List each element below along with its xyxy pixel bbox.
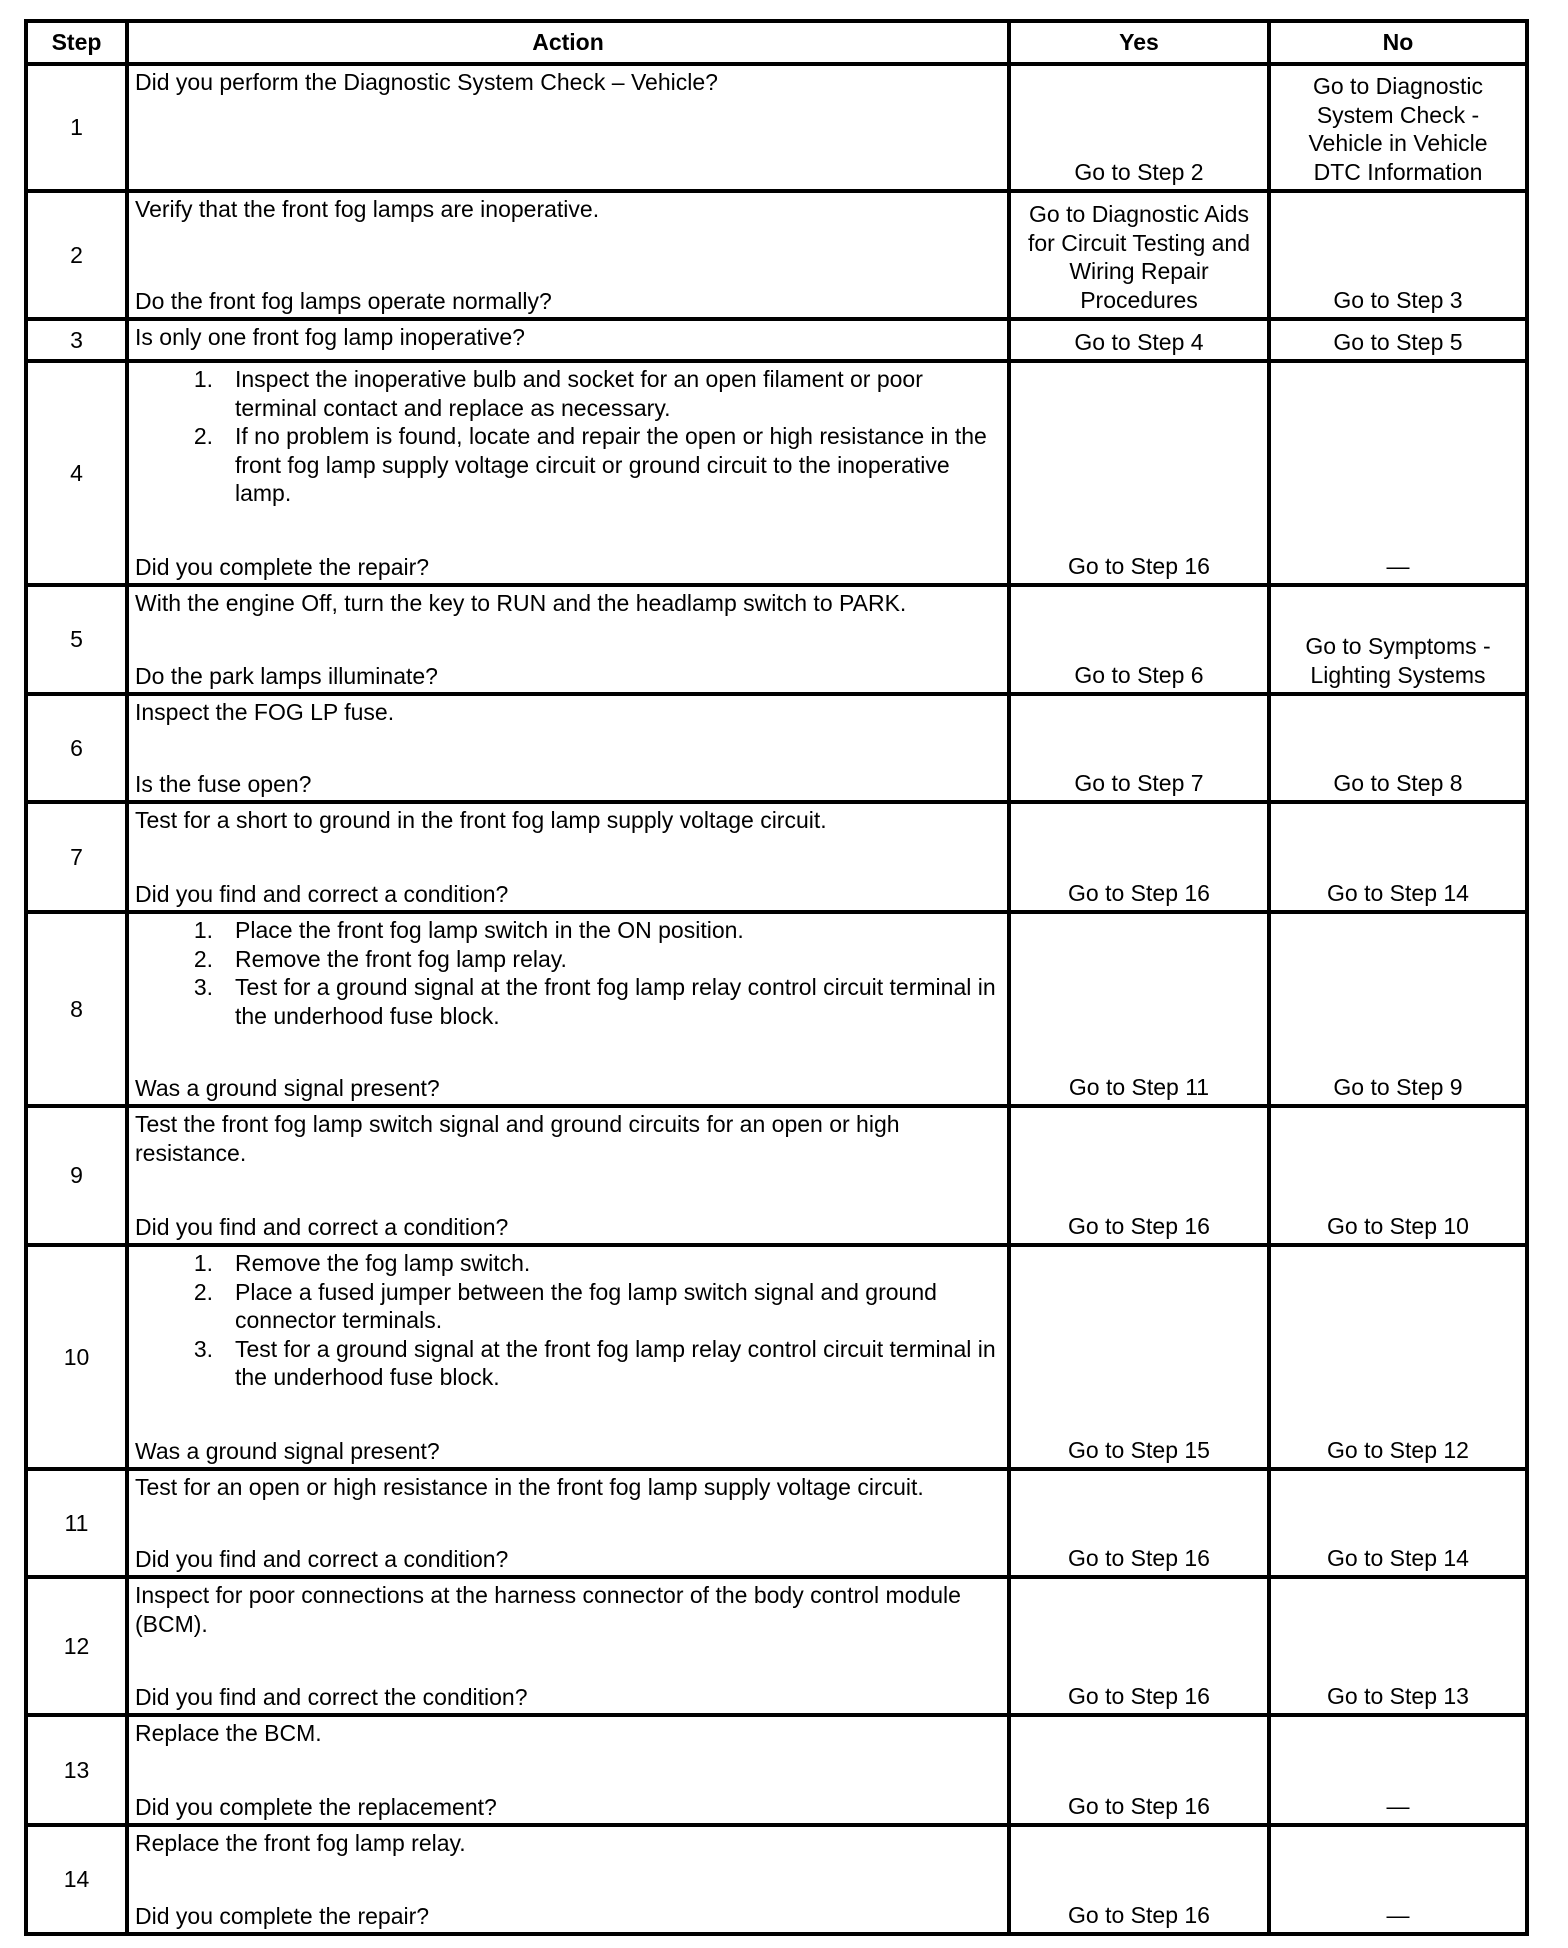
table-row <box>26 191 1527 319</box>
yes-result-text: Go to Step 15 <box>1068 1436 1210 1463</box>
action-text: Inspect the FOG LP fuse. <box>135 699 395 725</box>
no-result-text: Go to Step 12 <box>1327 1436 1469 1463</box>
table-row <box>26 361 1527 585</box>
header-yes: Yes <box>1009 21 1269 64</box>
action-cell <box>127 585 1009 694</box>
procedure-item-number: 2. <box>193 945 213 972</box>
procedure-item <box>135 1335 1001 1392</box>
step-number: 5 <box>26 585 127 694</box>
no-result-text: Go to Step 14 <box>1327 879 1469 906</box>
no-result-text: — <box>1386 1901 1410 1928</box>
step-number: 13 <box>26 1715 127 1825</box>
procedure-item <box>135 1278 1001 1335</box>
no-result-text: Go to Diagnostic System Check - Vehicle in Vehicle DTC Information <box>1308 73 1488 185</box>
action-question: Do the front fog lamps operate normally? <box>135 287 552 314</box>
action-text: Test for a short to ground in the front fog lamp supply voltage circuit. <box>135 807 827 833</box>
procedure-item-text: If no problem is found, locate and repair the open or high resistance in the front fog lamp supply voltage circuit or ground circuit to the inoperative lamp. <box>235 423 987 506</box>
action-question: Did you complete the repair? <box>135 1902 430 1929</box>
procedure-item <box>135 365 1001 422</box>
action-question: Did you find and correct a condition? <box>135 880 509 907</box>
action-text: Inspect for poor connections at the harness connector of the body control module (BCM). <box>135 1582 961 1637</box>
no-result <box>1269 694 1527 802</box>
action-cell <box>127 1715 1009 1825</box>
yes-result <box>1009 1245 1269 1469</box>
action-cell <box>127 694 1009 802</box>
action-cell <box>127 802 1009 912</box>
no-result-text: Go to Symptoms - Lighting Systems <box>1305 633 1491 688</box>
action-text: With the engine Off, turn the key to RUN and the headlamp switch to PARK. <box>135 590 907 616</box>
table-row <box>26 912 1527 1106</box>
yes-result-text: Go to Step 4 <box>1074 328 1204 355</box>
yes-result <box>1009 912 1269 1106</box>
step-number: 11 <box>26 1469 127 1577</box>
action-cell <box>127 191 1009 319</box>
step-number: 6 <box>26 694 127 802</box>
action-text: Replace the BCM. <box>135 1720 322 1746</box>
procedure-item <box>135 973 1001 1030</box>
yes-result <box>1009 319 1269 361</box>
table-row <box>26 319 1527 361</box>
action-cell <box>127 1106 1009 1245</box>
header-step: Step <box>26 21 127 64</box>
action-cell <box>127 1245 1009 1469</box>
action-cell <box>127 64 1009 191</box>
no-result <box>1269 191 1527 319</box>
table-row <box>26 585 1527 694</box>
yes-result <box>1009 1715 1269 1825</box>
procedure-item-text: Inspect the inoperative bulb and socket for an open filament or poor terminal contact and replace as necessary. <box>235 366 923 421</box>
no-result-text: Go to Step 8 <box>1333 769 1463 796</box>
action-question: Do the park lamps illuminate? <box>135 662 438 689</box>
no-result-text: Go to Step 13 <box>1327 1682 1469 1709</box>
yes-result-text: Go to Step 16 <box>1068 1901 1210 1928</box>
yes-result <box>1009 64 1269 191</box>
procedure-item-number: 1. <box>193 366 213 392</box>
step-number: 7 <box>26 802 127 912</box>
yes-result <box>1009 694 1269 802</box>
yes-result <box>1009 802 1269 912</box>
procedure-list <box>135 1249 1001 1392</box>
procedure-item <box>135 945 1001 974</box>
action-text: Verify that the front fog lamps are inoperative. <box>135 196 600 222</box>
procedure-item-number: 3. <box>193 974 213 1000</box>
procedure-item <box>135 422 1001 508</box>
action-cell <box>127 361 1009 585</box>
yes-result-text: Go to Step 7 <box>1074 769 1204 796</box>
action-question: Did you find and correct a condition? <box>135 1213 509 1240</box>
table-row <box>26 1469 1527 1577</box>
no-result <box>1269 802 1527 912</box>
action-cell <box>127 319 1009 361</box>
action-question: Is the fuse open? <box>135 770 312 797</box>
yes-result <box>1009 1106 1269 1245</box>
table-row <box>26 64 1527 191</box>
no-result <box>1269 1715 1527 1825</box>
header-row <box>26 21 1527 64</box>
step-number: 4 <box>26 361 127 585</box>
yes-result <box>1009 1577 1269 1715</box>
procedure-item-number: 1. <box>193 1250 213 1276</box>
procedure-item-number: 1. <box>193 917 213 943</box>
action-text: Did you perform the Diagnostic System Check – Vehicle? <box>135 69 718 95</box>
procedure-item-text: Place a fused jumper between the fog lamp switch signal and ground connector terminals. <box>235 1278 937 1333</box>
diagnostic-table <box>24 19 1529 1936</box>
step-number: 1 <box>26 64 127 191</box>
procedure-item-text: Remove the fog lamp switch. <box>235 1250 531 1276</box>
yes-result-text: Go to Step 16 <box>1068 1792 1210 1819</box>
yes-result-text: Go to Step 16 <box>1068 552 1210 579</box>
no-result-text: — <box>1386 552 1410 579</box>
action-text: Test the front fog lamp switch signal and ground circuits for an open or high resistance. <box>135 1111 900 1166</box>
step-number: 2 <box>26 191 127 319</box>
procedure-item-number: 2. <box>193 423 213 449</box>
table-row <box>26 1715 1527 1825</box>
procedure-item <box>135 1249 1001 1278</box>
no-result-text: — <box>1386 1792 1410 1819</box>
action-question: Did you find and correct a condition? <box>135 1545 509 1572</box>
no-result <box>1269 319 1527 361</box>
no-result <box>1269 1106 1527 1245</box>
action-cell <box>127 912 1009 1106</box>
no-result <box>1269 361 1527 585</box>
no-result <box>1269 912 1527 1106</box>
yes-result <box>1009 191 1269 319</box>
table-row <box>26 1825 1527 1934</box>
yes-result-text: Go to Step 11 <box>1068 1073 1210 1100</box>
no-result-text: Go to Step 9 <box>1333 1073 1463 1100</box>
procedure-item-text: Remove the front fog lamp relay. <box>235 945 567 972</box>
procedure-item-number: 2. <box>193 1278 213 1305</box>
yes-result-text: Go to Step 16 <box>1068 1682 1210 1709</box>
yes-result-text: Go to Step 16 <box>1068 1544 1210 1571</box>
no-result <box>1269 1577 1527 1715</box>
yes-result <box>1009 585 1269 694</box>
no-result <box>1269 585 1527 694</box>
step-number: 9 <box>26 1106 127 1245</box>
no-result-text: Go to Step 5 <box>1333 328 1463 355</box>
no-result <box>1269 1469 1527 1577</box>
step-number: 14 <box>26 1825 127 1934</box>
yes-result-text: Go to Step 6 <box>1074 661 1204 688</box>
step-number: 10 <box>26 1245 127 1469</box>
procedure-item-text: Test for a ground signal at the front fog lamp relay control circuit terminal in the underhood fuse block. <box>235 1335 996 1390</box>
yes-result-text: Go to Step 2 <box>1074 158 1204 185</box>
step-number: 3 <box>26 319 127 361</box>
procedure-item <box>135 916 1001 945</box>
procedure-item-text: Place the front fog lamp switch in the ON position. <box>235 917 744 943</box>
table-row <box>26 694 1527 802</box>
action-question: Did you find and correct the condition? <box>135 1683 528 1710</box>
procedure-item-text: Test for a ground signal at the front fog lamp relay control circuit terminal in the underhood fuse block. <box>235 974 996 1029</box>
no-result <box>1269 1825 1527 1934</box>
action-question: Did you complete the repair? <box>135 553 430 580</box>
header-action: Action <box>127 21 1009 64</box>
action-cell <box>127 1577 1009 1715</box>
yes-result-text: Go to Diagnostic Aids for Circuit Testing and Wiring Repair Procedures <box>1027 201 1250 313</box>
action-cell <box>127 1469 1009 1577</box>
table-row <box>26 802 1527 912</box>
no-result-text: Go to Step 14 <box>1327 1544 1469 1571</box>
action-question: Did you complete the replacement? <box>135 1793 497 1820</box>
yes-result-text: Go to Step 16 <box>1068 879 1210 906</box>
action-text: Is only one front fog lamp inoperative? <box>135 324 525 350</box>
action-text: Test for an open or high resistance in the front fog lamp supply voltage circuit. <box>135 1474 924 1500</box>
procedure-list <box>135 365 1001 508</box>
table-row <box>26 1577 1527 1715</box>
header-no: No <box>1269 21 1527 64</box>
yes-result-text: Go to Step 16 <box>1068 1212 1210 1239</box>
action-text: Replace the front fog lamp relay. <box>135 1830 466 1856</box>
action-question: Was a ground signal present? <box>135 1437 440 1464</box>
no-result-text: Go to Step 10 <box>1327 1212 1469 1239</box>
step-number: 12 <box>26 1577 127 1715</box>
action-question: Was a ground signal present? <box>135 1074 440 1101</box>
yes-result <box>1009 1825 1269 1934</box>
yes-result <box>1009 1469 1269 1577</box>
action-cell <box>127 1825 1009 1934</box>
procedure-list <box>135 916 1001 1030</box>
procedure-item-number: 3. <box>193 1335 213 1362</box>
table-row <box>26 1245 1527 1469</box>
table-row <box>26 1106 1527 1245</box>
step-number: 8 <box>26 912 127 1106</box>
yes-result <box>1009 361 1269 585</box>
no-result <box>1269 64 1527 191</box>
no-result <box>1269 1245 1527 1469</box>
no-result-text: Go to Step 3 <box>1333 286 1463 313</box>
